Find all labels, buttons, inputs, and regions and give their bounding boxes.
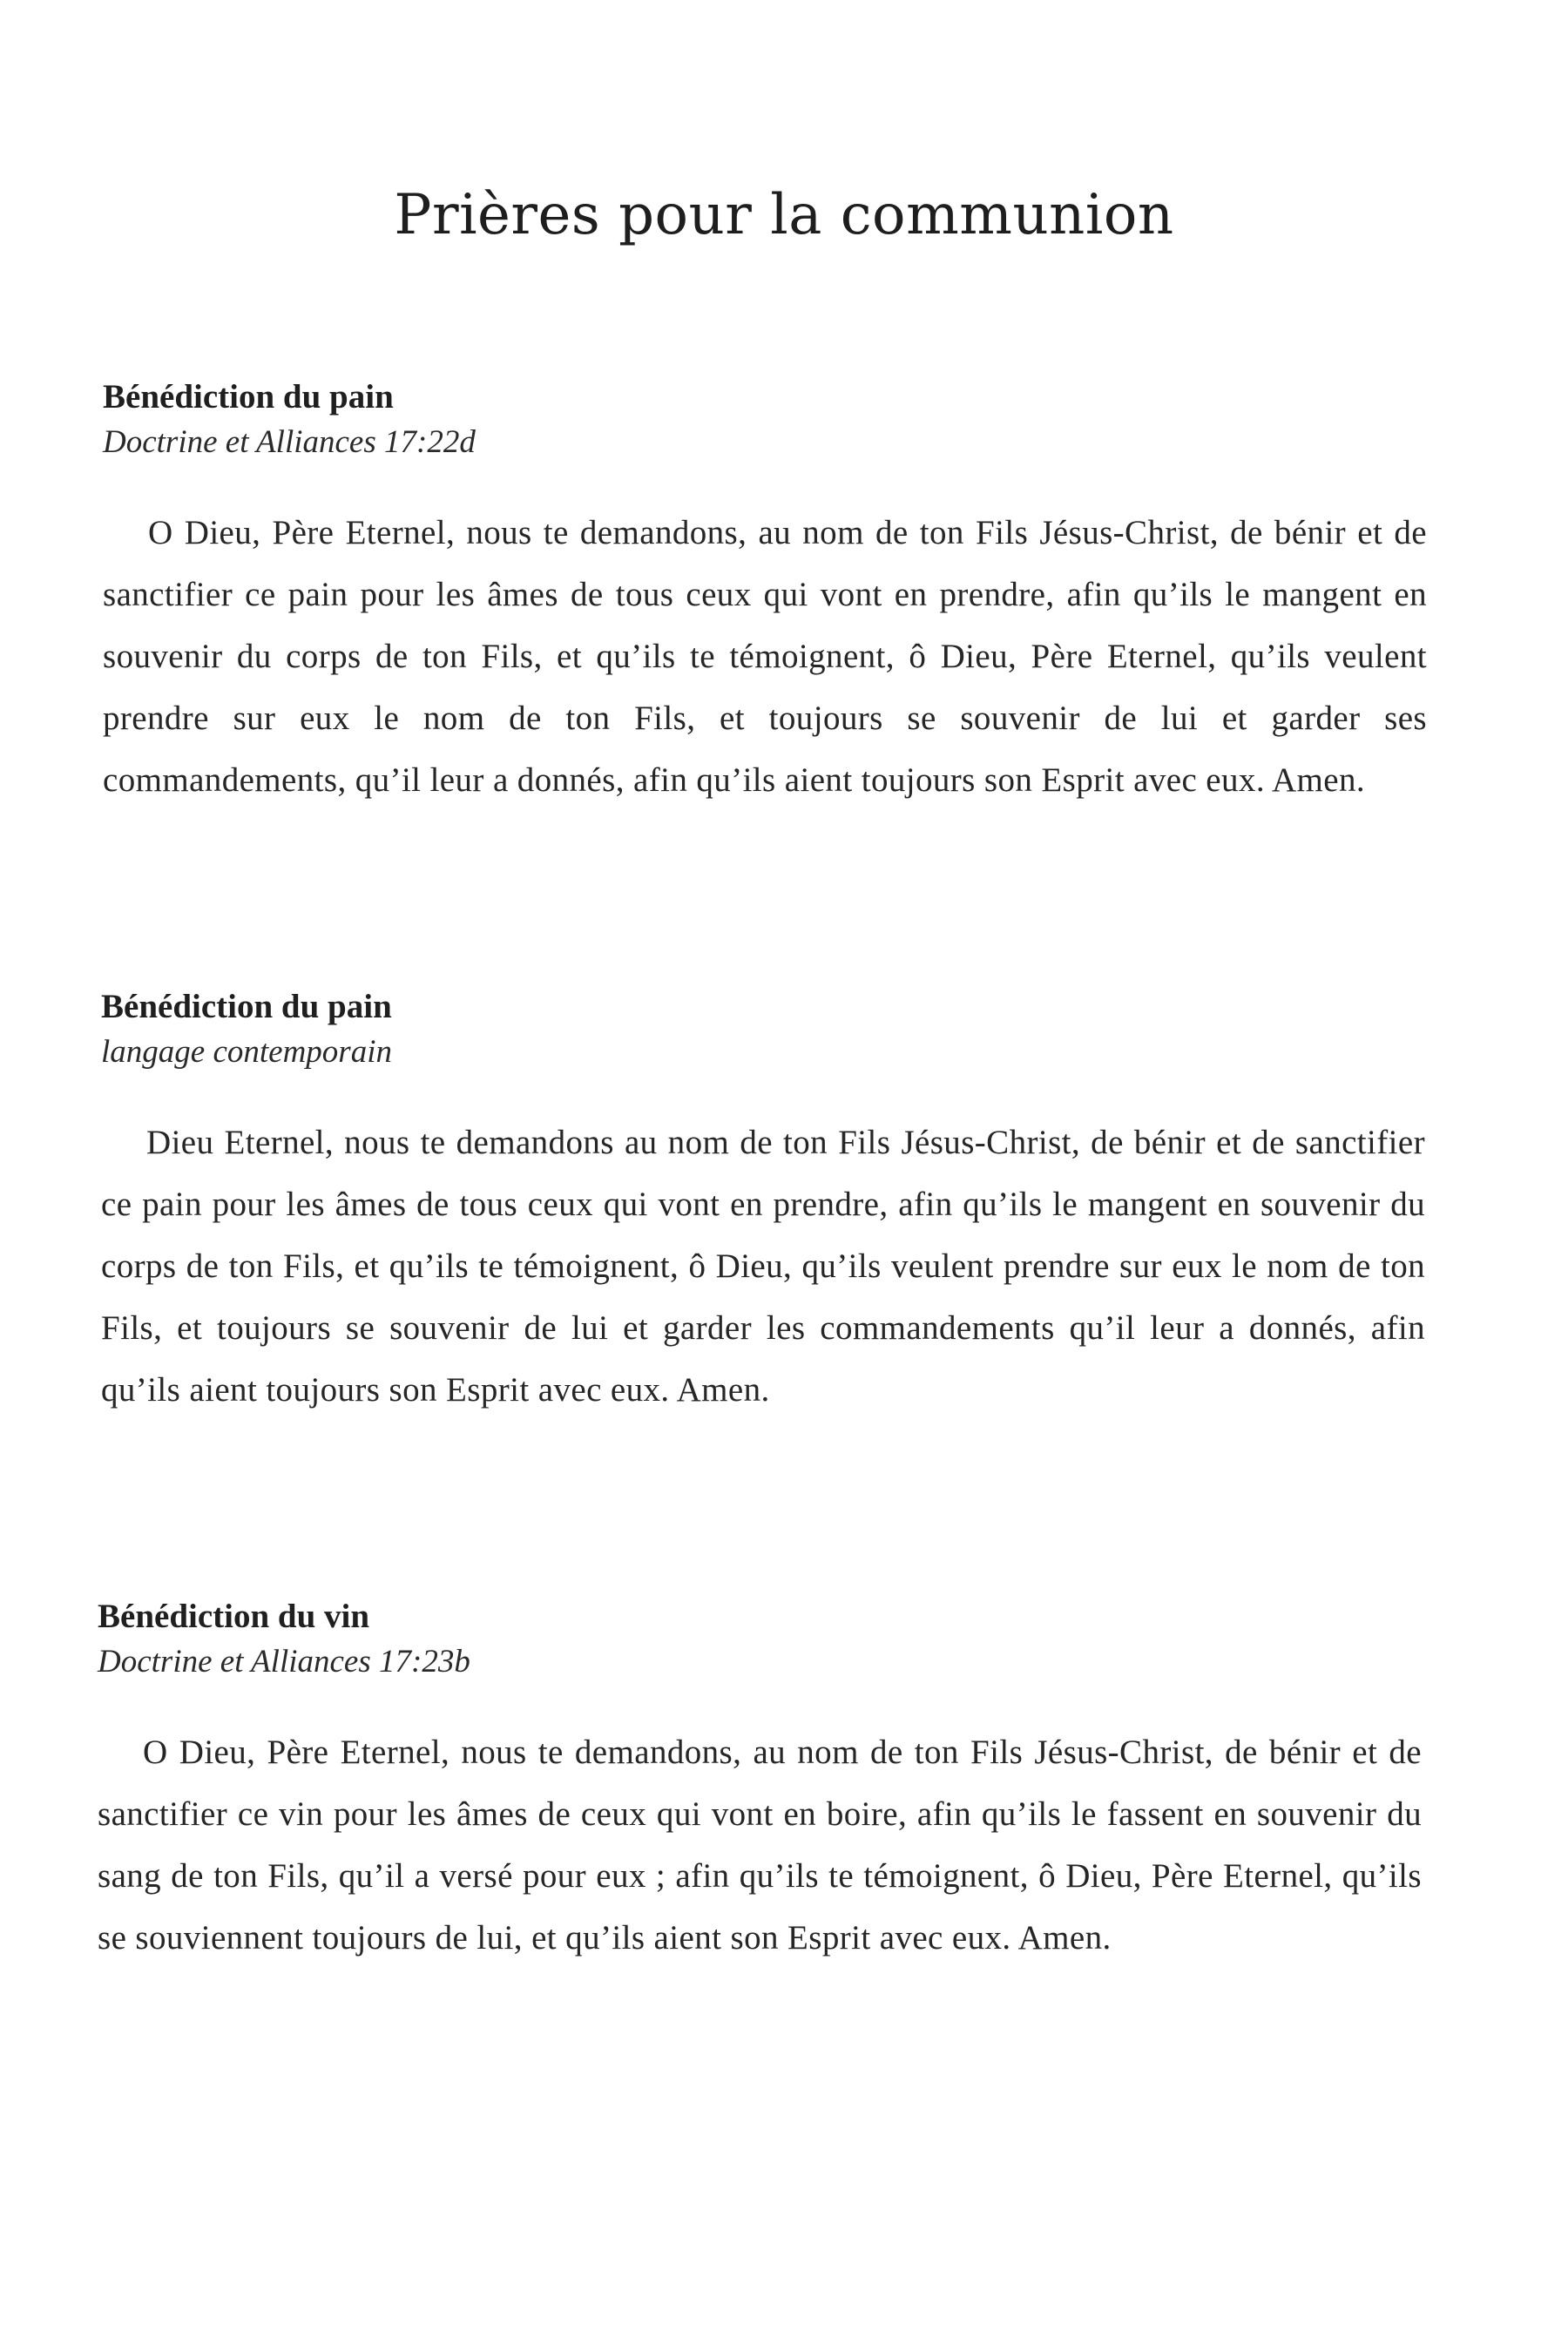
- prayer-text: O Dieu, Père Eternel, nous te demandons, au nom de ton Fils Jésus-Christ, de bénir et de sanctifier ce vin pour les âmes de ceux qui vont en boire, afin qu’ils le fassent en souvenir du sang de ton Fils, qu’il a versé pour eux ; afin qu’ils te témoignent, ô Dieu, Père Eternel, qu’ils se souviennent toujours de lui, et qu’ils aient son Esprit avec eux. Amen.: [98, 1734, 1422, 1957]
- prayer-text: Dieu Eternel, nous te demandons au nom de ton Fils Jésus-Christ, de bénir et de sanctifier ce pain pour les âmes de tous ceux qui vont en prendre, afin qu’ils le mangent en souvenir du corps de ton Fils, et qu’ils te témoignent, ô Dieu, qu’ils veulent prendre sur eux le nom de ton Fils, et toujours se souvenir de lui et garder les commandements qu’il leur a donnés, afin qu’ils aient toujours son Esprit avec eux. Amen.: [101, 1124, 1425, 1409]
- section-source: langage contemporain: [101, 1034, 392, 1070]
- prayer-section-bread-contemporary: [101, 984, 1425, 1421]
- section-source: Doctrine et Alliances 17:23b: [98, 1644, 470, 1680]
- prayer-text: O Dieu, Père Eternel, nous te demandons, au nom de ton Fils Jésus-Christ, de bénir et de sanctifier ce pain pour les âmes de tous ceux qui vont en prendre, afin qu’ils le mangent en souvenir du corps de ton Fils, et qu’ils te témoignent, ô Dieu, Père Eternel, qu’ils veulent prendre sur eux le nom de ton Fils, et toujours se souvenir de lui et garder ses commandements, qu’il leur a donnés, afin qu’ils aient toujours son Esprit avec eux. Amen.: [103, 514, 1427, 799]
- section-heading: Bénédiction du pain: [101, 988, 392, 1025]
- section-heading: Bénédiction du vin: [98, 1598, 370, 1635]
- prayer-section-bread-dc: [103, 375, 1427, 811]
- section-source: Doctrine et Alliances 17:22d: [103, 424, 476, 460]
- page-title: Prières pour la communion: [394, 183, 1174, 247]
- prayer-section-wine-dc: [98, 1594, 1422, 1969]
- section-heading: Bénédiction du pain: [103, 378, 394, 416]
